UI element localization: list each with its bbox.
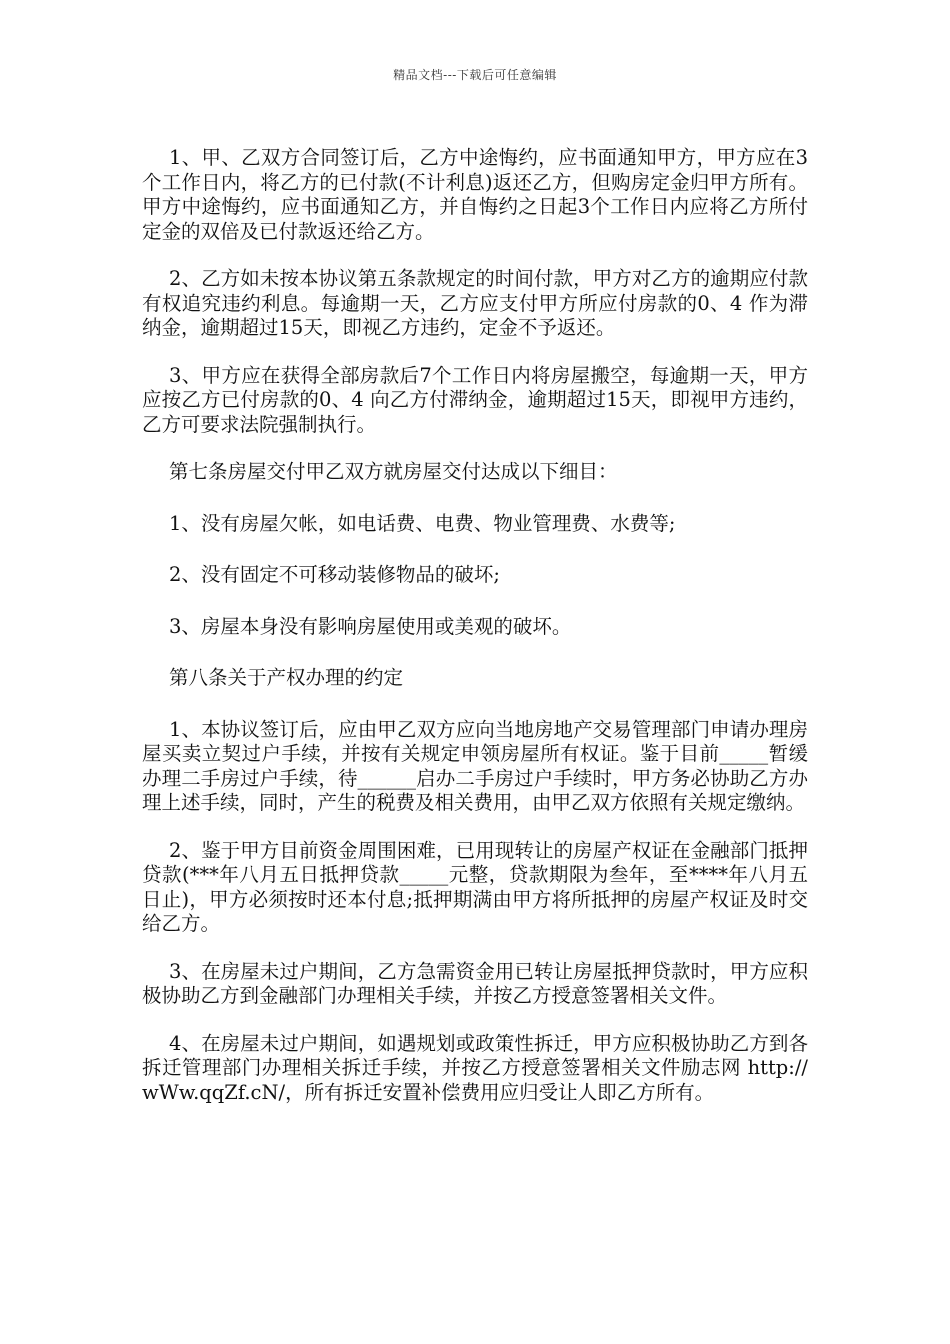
paragraph-clause-3: 3、甲方应在获得全部房款后7个工作日内将房屋搬空，每逾期一天，甲方应按乙方已付房款的0、4 向乙方付滞纳金，逾期超过15天，即视甲方违约，乙方可要求法院强制执行。 <box>142 363 808 436</box>
section-title-article-7: 第七条房屋交付甲乙双方就房屋交付达成以下细目： <box>169 460 618 483</box>
document-body <box>142 146 808 1128</box>
paragraph-item-3: 3、房屋本身没有影响房屋使用或美观的破坏。 <box>169 614 572 638</box>
paragraph-clause-2: 2、乙方如未按本协议第五条款规定的时间付款，甲方对乙方的逾期应付款有权追究违约利息。每逾期一天，乙方应支付甲方所应付房款的0、4 作为滞纳金，逾期超过15天，即视乙方违约，定金不予返还。 <box>142 267 808 339</box>
section-title-article-8: 第八条关于产权办理的约定 <box>169 666 404 689</box>
paragraph-property-1: 1、本协议签订后，应由甲乙双方应向当地房地产交易管理部门申请办理房屋买卖立契过户手续，并按有关规定申领房屋所有权证。鉴于目前_____暂缓办理二手房过户手续，待______启办二手房过户手续时，甲方务必协助乙方办理上述手续，同时，产生的税费及相关费用，由甲乙双方依照有关规定缴纳。 <box>142 717 808 814</box>
paragraph-clause-1: 1、甲、乙双方合同签订后，乙方中途悔约，应书面通知甲方，甲方应在3个工作日内，将乙方的已付款(不计利息)返还乙方，但购房定金归甲方所有。甲方中途悔约，应书面通知乙方，并自悔约之日起3个工作日内应将乙方所付定金的双倍及已付款返还给乙方。 <box>142 146 808 243</box>
paragraph-item-1: 1、没有房屋欠帐，如电话费、电费、物业管理费、水费等; <box>169 511 676 535</box>
paragraph-property-3: 3、在房屋未过户期间，乙方急需资金用已转让房屋抵押贷款时，甲方应积极协助乙方到金融部门办理相关手续，并按乙方授意签署相关文件。 <box>142 959 808 1007</box>
page-header: 精品文档---下载后可任意编辑 <box>393 68 557 82</box>
paragraph-item-2: 2、没有固定不可移动装修物品的破坏; <box>169 563 500 586</box>
paragraph-property-4: 4、在房屋未过户期间，如遇规划或政策性拆迁，甲方应积极协助乙方到各拆迁管理部门办理相关拆迁手续，并按乙方授意签署相关文件励志网 http://wWw.qqZf.cN/，所有拆迁安置补偿费用应归受让人即乙方所有。 <box>142 1031 808 1104</box>
paragraph-property-2: 2、鉴于甲方目前资金周围困难，已用现转让的房屋产权证在金融部门抵押贷款(***年八月五日抵押贷款_____元整，贷款期限为叁年，至****年八月五日止)，甲方必须按时还本付息;抵押期满由甲方将所抵押的房屋产权证及时交给乙方。 <box>142 838 808 935</box>
